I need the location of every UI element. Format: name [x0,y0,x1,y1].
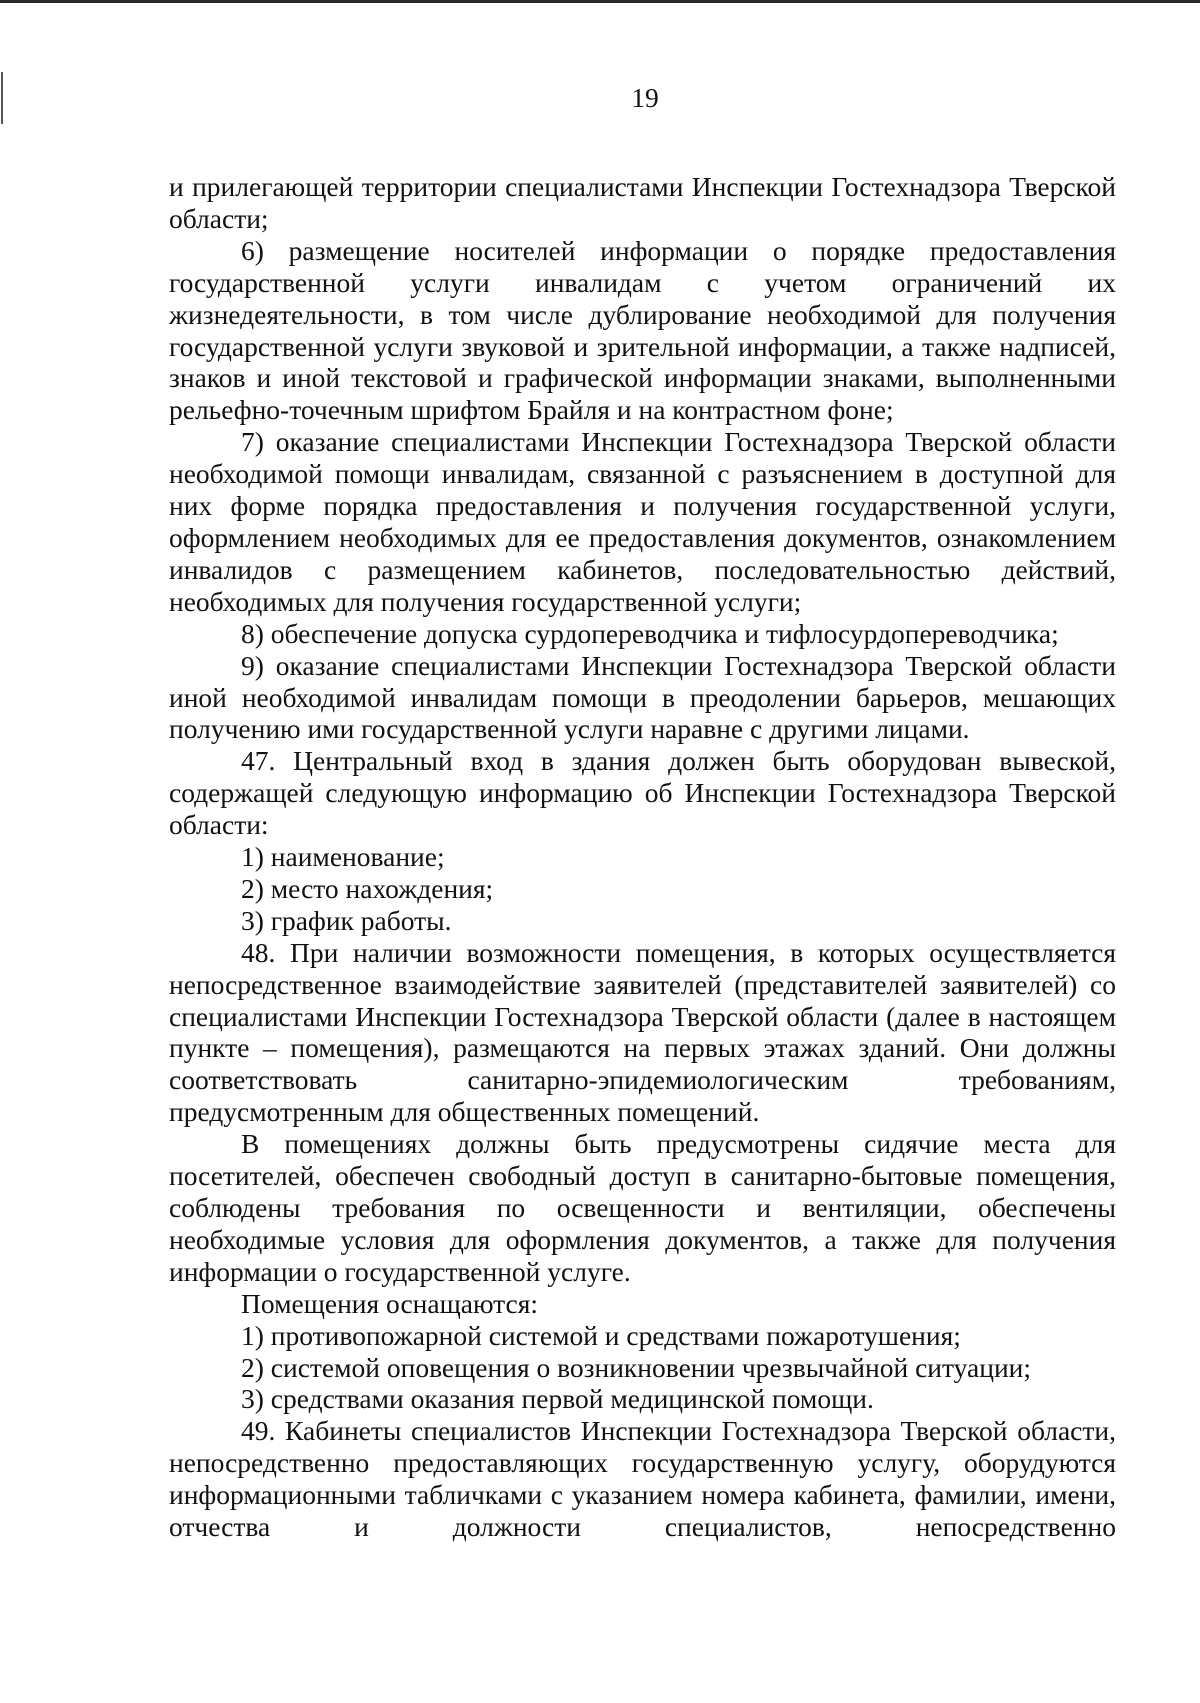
paragraph: 3) график работы. [241,904,452,936]
paragraph: Помещения оснащаются: [241,1287,539,1319]
paragraph: 1) противопожарной системой и средствами пожаротушения; [241,1319,961,1351]
paragraph: 8) обеспечение допуска сурдопереводчика и тифлосурдопереводчика; [241,617,1059,649]
paragraph: и прилегающей территории специалистами Инспекции Гостехнадзора Тверской области; [169,171,1116,234]
document-body [169,171,1116,1543]
page-number: 19 [631,82,659,113]
paragraph: 47. Центральный вход в здания должен быть оборудован вывеской, содержащей следующую информацию об Инспекции Гостехнадзора Тверской области: [169,745,1116,841]
paragraph: 48. При наличии возможности помещения, в которых осуществляется непосредственное взаимодействие заявителей (представителей заявителей) со специалистами Инспекции Гостехнадзора Тверской области (далее в настоящем пункте – помещения), размещаются на первых этажах зданий. Они должны соответствовать санитарно-эпидемиологическим требованиям, предусмотренным для общественных помещений. [169,936,1116,1128]
paragraph: 2) системой оповещения о возникновении чрезвычайной ситуации; [241,1351,1032,1383]
paragraph: 6) размещение носителей информации о порядке предоставления государственной услуги инвалидам с учетом ограничений их жизнедеятельности, в том числе дублирование необходимой для получения государственной услуги звуковой и зрительной информации, а также надписей, знаков и иной текстовой и графической информации знаками, выполненными рельефно-точечным шрифтом Брайля и на контрастном фоне; [169,234,1116,426]
paragraph: В помещениях должны быть предусмотрены сидячие места для посетителей, обеспечен свободный доступ в санитарно-бытовые помещения, соблюдены требования по освещенности и вентиляции, обеспечены необходимые условия для оформления документов, а также для получения информации о государственной услуге. [169,1128,1116,1287]
paragraph: 9) оказание специалистами Инспекции Гостехнадзора Тверской области иной необходимой инвалидам помощи в преодолении барьеров, мешающих получению ими государственной услуги наравне с другими лицами. [169,649,1116,745]
paragraph: 3) средствами оказания первой медицинской помощи. [241,1383,874,1415]
paragraph: 2) место нахождения; [241,872,494,904]
paragraph: 1) наименование; [241,841,445,873]
paragraph: 7) оказание специалистами Инспекции Гостехнадзора Тверской области необходимой помощи инвалидам, связанной с разъяснением в доступной для них форме порядка предоставления и получения государственной услуги, оформлением необходимых для ее предоставления документов, ознакомлением инвалидов с размещением кабинетов, последовательностью действий, необходимых для получения государственной услуги; [169,426,1116,617]
paragraph: 49. Кабинеты специалистов Инспекции Гостехнадзора Тверской области, непосредственно предоставляющих государственную услугу, оборудуются информационными табличками с указанием номера кабинета, фамилии, имени, отчества и должности специалистов, непосредственно [169,1415,1116,1543]
